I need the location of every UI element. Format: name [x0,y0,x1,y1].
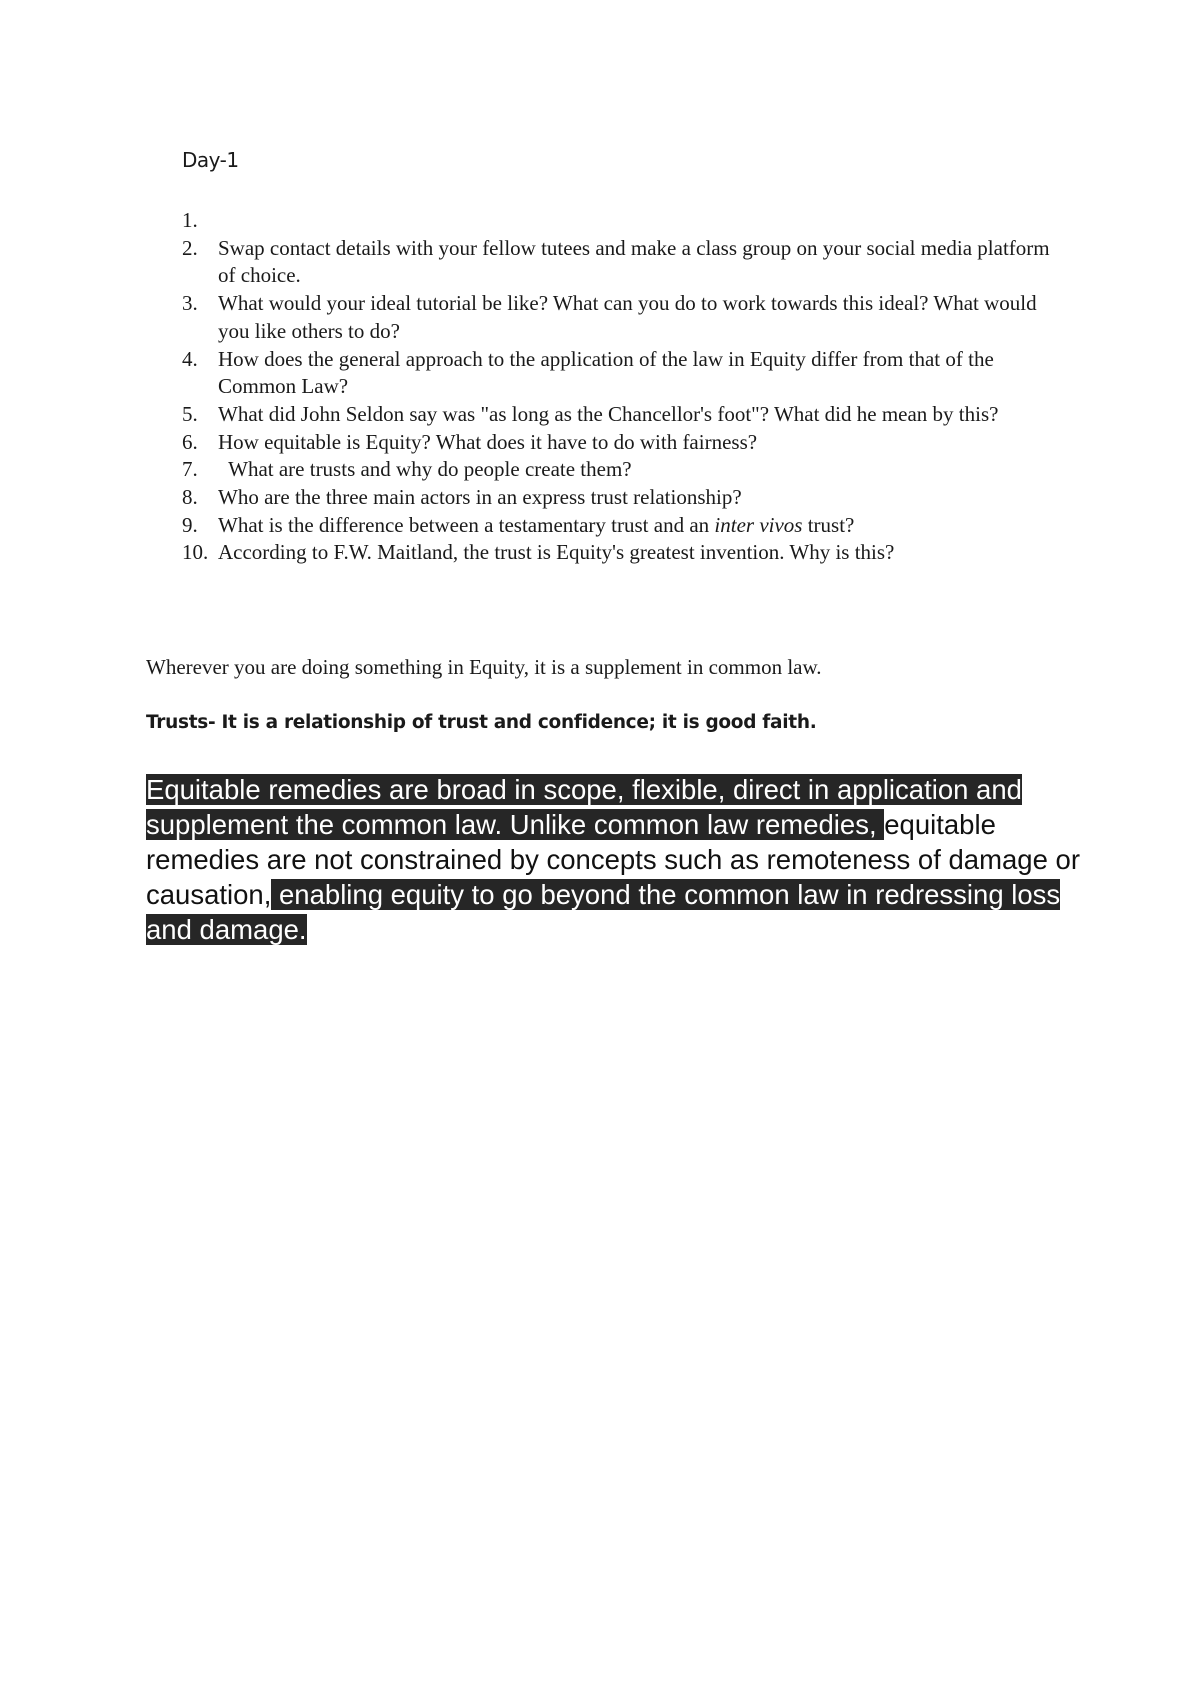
list-number: 10. [182,540,209,565]
list-number: 4. [182,346,198,371]
list-item-text-after: trust? [802,512,855,537]
list-item-text: According to F.W. Maitland, the trust is Equity's greatest invention. Why is this? [218,540,895,565]
list-number: 6. [182,429,198,454]
list-item [182,235,1062,290]
list-number: 9. [182,512,198,537]
list-item [182,429,1062,457]
list-number: 3. [182,291,198,316]
question-list [182,207,1062,567]
day-heading: Day-1 [182,148,239,172]
list-item [182,401,1062,429]
list-number: 7. [182,457,198,482]
highlighted-text: Equitable remedies are broad in scope, flexible, direct in application and supplement the common law. Unlike common law remedies, [146,774,1022,840]
list-item-text-before: What is the difference between a testamentary trust and an [218,512,715,537]
list-number: 1. [182,208,198,232]
trusts-note: Trusts- It is a relationship of trust and confidence; it is good faith. [146,712,817,733]
list-number: 5. [182,401,198,426]
list-item-text: What did John Seldon say was "as long as the Chancellor's foot"? What did he mean by this? [218,401,999,426]
list-item-text: Who are the three main actors in an express trust relationship? [218,485,742,510]
list-item-text: How does the general approach to the application of the law in Equity differ from that of the Common Law? [218,346,994,399]
list-item-text: How equitable is Equity? What does it have to do with fairness? [218,429,758,454]
list-number: 8. [182,485,198,510]
plain-text: equitable remedies are not constrained by concepts such as remoteness of damage or causation, [146,809,1080,910]
list-item [182,539,1062,567]
supplement-note: Wherever you are doing something in Equity, it is a supplement in common law. [146,655,822,679]
list-item-text: Swap contact details with your fellow tutees and make a class group on your social media platform of choice. [218,235,1050,288]
list-item-text-italic: inter vivos [714,512,803,537]
list-item [182,512,1062,540]
list-item-text: What are trusts and why do people create them? [218,457,632,482]
remedies-paragraph [146,772,1086,947]
list-item [182,290,1062,345]
list-number: 2. [182,235,198,260]
list-item-text: What would your ideal tutorial be like? What can you do to work towards this ideal? What would you like others to do? [218,291,1037,343]
highlighted-text: enabling equity to go beyond the common law in redressing loss and damage. [146,879,1061,945]
list-item [182,456,1062,484]
list-item [182,207,1062,235]
list-item [182,346,1062,401]
list-item [182,484,1062,512]
